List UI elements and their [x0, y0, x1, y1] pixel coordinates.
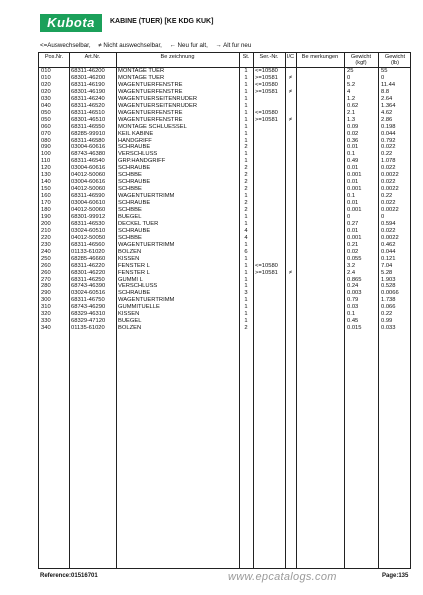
cell-weight-lb: 0.198 [381, 123, 396, 130]
cell-weight-kgf: 2.4 [347, 269, 356, 276]
cell-pos: 230 [41, 241, 51, 248]
cell-part-number: 68311-46750 [71, 297, 105, 304]
cell-weight-lb: 0.0022 [381, 207, 399, 213]
cell-quantity: 2 [244, 179, 248, 186]
cell-pos: 310 [41, 304, 51, 311]
cell-pos: 290 [41, 290, 51, 297]
cell-part-number: 03024-60510 [71, 227, 106, 234]
cell-part-number: 68301-46220 [71, 269, 106, 276]
cell-pos: 120 [41, 165, 51, 172]
cell-quantity: 1 [244, 74, 248, 81]
table-row [39, 318, 410, 325]
cell-quantity: 2 [244, 144, 248, 151]
header-remarks: Be merkungen [301, 54, 339, 60]
cell-weight-kgf: 0.1 [347, 193, 356, 200]
cell-weight-lb: 8.8 [381, 88, 390, 95]
cell-quantity: 2 [244, 165, 248, 172]
cell-pos: 160 [41, 193, 51, 200]
cell-weight-kgf: 0.27 [347, 220, 359, 227]
cell-description: WAGENTUERTRIMM [118, 241, 175, 248]
cell-description: SCHRAUBE [118, 200, 151, 207]
cell-weight-lb: 0.066 [381, 304, 396, 311]
cell-pos: 090 [41, 144, 51, 151]
legend-not-interchangeable: ≠ Nicht auswechselbar, [98, 42, 162, 49]
cell-serial: >=10581 [255, 74, 278, 81]
cell-quantity: 1 [244, 109, 248, 116]
cell-ic: ≠ [288, 88, 293, 95]
cell-description: MONTAGE TUER [118, 74, 165, 81]
cell-pos: 300 [41, 297, 51, 304]
table-row [39, 138, 410, 145]
cell-description: WAGENTUERFENSTRE [118, 109, 183, 116]
cell-part-number: 68311-46530 [71, 220, 105, 227]
cell-pos: 200 [41, 220, 51, 227]
cell-weight-kgf: 0.001 [347, 172, 362, 179]
cell-weight-kgf: 5.2 [347, 81, 356, 88]
cell-weight-kgf: 0.001 [347, 186, 362, 193]
table-row [39, 277, 410, 284]
cell-description: SCHRAUBE [118, 179, 151, 186]
cell-part-number: 68311-46190 [71, 81, 105, 88]
table-row [39, 249, 410, 256]
cell-description: DECKEL TUER [118, 220, 159, 227]
cell-pos: 270 [41, 276, 51, 283]
cell-ic: ≠ [288, 269, 293, 276]
cell-part-number: 68311-46200 [71, 68, 105, 74]
cell-pos: 110 [41, 158, 51, 165]
table-row [39, 103, 410, 110]
cell-part-number: 68311-46510 [71, 109, 105, 116]
cell-description: FENSTER L [118, 262, 150, 269]
cell-weight-lb: 0.022 [381, 165, 396, 172]
cell-description: MONTAGE TUER [118, 68, 165, 74]
cell-weight-kgf: 0.21 [347, 241, 359, 248]
cell-weight-lb: 0.528 [381, 283, 396, 290]
cell-weight-kgf: 25 [347, 68, 354, 74]
cell-pos: 210 [41, 227, 51, 234]
cell-pos: 020 [41, 81, 51, 88]
cell-quantity: 1 [244, 269, 248, 276]
cell-description: SCHRAUBE [118, 144, 151, 151]
cell-description: VERSCHLUSS [118, 283, 158, 290]
cell-quantity: 1 [244, 311, 248, 318]
cell-part-number: 04012-50060 [71, 207, 106, 213]
cell-description: BOLZEN [118, 248, 142, 255]
cell-part-number: 03004-60616 [71, 179, 106, 186]
cell-description: WAGENTUERFENSTRE [118, 88, 183, 95]
cell-pos: 130 [41, 172, 51, 179]
cell-pos: 240 [41, 248, 51, 255]
cell-quantity: 1 [244, 130, 248, 137]
table-row [39, 131, 410, 138]
cell-serial: >=10581 [255, 116, 278, 123]
cell-weight-kgf: 0.001 [347, 234, 362, 241]
cell-quantity: 1 [244, 220, 248, 227]
cell-quantity: 4 [244, 227, 248, 234]
cell-description: SCHBBE [118, 172, 142, 179]
cell-pos: 030 [41, 95, 51, 102]
cell-description: GUMMI L [118, 276, 143, 283]
cell-quantity: 1 [244, 68, 248, 74]
table-row [39, 228, 410, 235]
cell-pos: 150 [41, 186, 51, 193]
cell-weight-kgf: 0 [347, 74, 351, 81]
cell-pos: 220 [41, 234, 51, 241]
table-row [39, 193, 410, 200]
cell-weight-lb: 0.044 [381, 248, 396, 255]
header-ic: I/C [286, 54, 295, 60]
cell-part-number: 68311-46220 [71, 262, 105, 269]
cell-pos: 010 [41, 74, 51, 81]
cell-weight-kgf: 0.003 [347, 290, 362, 297]
cell-weight-lb: 0.0066 [381, 290, 399, 297]
legend [40, 42, 257, 49]
cell-pos: 070 [41, 130, 51, 137]
cell-part-number: 01135-61020 [71, 325, 105, 332]
table-row [39, 297, 410, 304]
cell-weight-kgf: 0.45 [347, 318, 359, 325]
cell-quantity: 1 [244, 151, 248, 158]
cell-weight-lb: 1.903 [381, 276, 396, 283]
cell-weight-kgf: 0.015 [347, 325, 362, 332]
cell-weight-kgf: 0.79 [347, 297, 359, 304]
cell-weight-kgf: 2.1 [347, 109, 356, 116]
header-description: Be zeichnung [160, 54, 195, 60]
cell-ic: ≠ [288, 74, 293, 81]
cell-weight-lb: 7.04 [381, 262, 393, 269]
header-weight-lb: Gewicht (lb) [384, 54, 406, 66]
cell-part-number: 68301-46510 [71, 116, 106, 123]
cell-description: SCHBBE [118, 234, 142, 241]
table-row [39, 68, 410, 75]
table-row [39, 221, 410, 228]
cell-weight-kgf: 0.49 [347, 158, 359, 165]
cell-weight-kgf: 3.2 [347, 262, 356, 269]
cell-description: WAGENTUERFENSTRE [118, 81, 183, 88]
cell-description: MONTAGE SCHLUESSEL [118, 123, 187, 130]
cell-quantity: 2 [244, 207, 248, 213]
cell-weight-kgf: 0.1 [347, 311, 356, 318]
cell-pos: 060 [41, 123, 51, 130]
cell-weight-kgf: 0.03 [347, 304, 359, 311]
cell-description: VERSCHLUSS [118, 151, 158, 158]
cell-part-number: 68301-46190 [71, 88, 106, 95]
cell-description: KEIL KABINE [118, 130, 154, 137]
cell-part-number: 68301-99912 [71, 213, 106, 220]
cell-weight-lb: 0.22 [381, 151, 393, 158]
cell-part-number: 68311-46590 [71, 193, 105, 200]
cell-pos: 340 [41, 325, 51, 332]
table-row [39, 151, 410, 158]
cell-part-number: 01133-61020 [71, 248, 105, 255]
cell-weight-kgf: 0.24 [347, 283, 359, 290]
cell-pos: 140 [41, 179, 51, 186]
cell-weight-lb: 2.86 [381, 116, 393, 123]
cell-quantity: 1 [244, 158, 248, 165]
cell-weight-kgf: 0.62 [347, 102, 359, 109]
cell-quantity: 2 [244, 172, 248, 179]
cell-part-number: 68311-46560 [71, 241, 105, 248]
cell-description: HANDGRIFF [118, 137, 152, 144]
cell-quantity: 1 [244, 102, 248, 109]
cell-serial: <=10580 [255, 262, 278, 269]
cell-weight-lb: 1.738 [381, 297, 396, 304]
cell-description: GRP.HANDGRIFF [118, 158, 166, 165]
cell-weight-kgf: 0.36 [347, 137, 359, 144]
legend-interchangeable: <=Auswechselbar, [40, 42, 91, 49]
cell-pos: 050 [41, 109, 51, 116]
cell-part-number: 68329-46310 [71, 311, 106, 318]
cell-description: BOLZEN [118, 325, 142, 332]
cell-description: BUEGEL [118, 213, 142, 220]
cell-serial: >=10581 [255, 269, 278, 276]
table-row [39, 82, 410, 89]
cell-quantity: 1 [244, 213, 248, 220]
table-row [39, 214, 410, 221]
table-row [39, 144, 410, 151]
cell-part-number: 68311-46250 [71, 276, 105, 283]
cell-description: KISSEN [118, 255, 140, 262]
cell-weight-lb: 0.0022 [381, 186, 399, 193]
legend-old-for-new: → Alt fur neu [215, 42, 252, 49]
cell-part-number: 68743-46380 [71, 151, 106, 158]
cell-weight-lb: 0.22 [381, 193, 393, 200]
kubota-logo: Kubota [40, 14, 102, 32]
cell-pos: 330 [41, 318, 51, 325]
cell-weight-kgf: 0.09 [347, 123, 359, 130]
cell-quantity: 1 [244, 297, 248, 304]
cell-pos: 100 [41, 151, 51, 158]
cell-pos: 180 [41, 207, 51, 213]
cell-part-number: 68285-46660 [71, 255, 106, 262]
cell-part-number: 68743-46290 [71, 304, 106, 311]
cell-pos: 080 [41, 137, 51, 144]
header-weight-kgf: Gewicht (kgf) [350, 54, 372, 66]
cell-quantity: 2 [244, 200, 248, 207]
cell-quantity: 6 [244, 248, 248, 255]
cell-weight-lb: 0.033 [381, 325, 396, 332]
cell-part-number: 03024-60516 [71, 290, 106, 297]
cell-description: WAGENTUERSEITENRUDER [118, 102, 198, 109]
cell-description: WAGENTUERSEITENRUDER [118, 95, 198, 102]
page-title: KABINE (TUER) [KE KDG KUK] [110, 18, 214, 25]
cell-serial: <=10580 [255, 68, 278, 74]
cell-weight-lb: 11.44 [381, 81, 396, 88]
table-row [39, 311, 410, 318]
table-row [39, 179, 410, 186]
cell-pos: 260 [41, 262, 51, 269]
watermark: www.epcatalogs.com [228, 571, 337, 583]
cell-part-number: 68329-47120 [71, 318, 106, 325]
table-row [39, 172, 410, 179]
table-row [39, 89, 410, 96]
cell-weight-lb: 0.022 [381, 144, 396, 151]
cell-description: WAGENTUERFENSTRE [118, 116, 183, 123]
cell-pos: 050 [41, 116, 51, 123]
cell-pos: 320 [41, 311, 51, 318]
cell-part-number: 03004-60610 [71, 200, 106, 207]
table-row [39, 283, 410, 290]
cell-weight-lb: 0.022 [381, 179, 396, 186]
table-row [39, 186, 410, 193]
cell-weight-lb: 0.594 [381, 220, 396, 227]
cell-quantity: 1 [244, 283, 248, 290]
cell-description: WAGENTUERTRIMM [118, 297, 175, 304]
cell-quantity: 2 [244, 186, 248, 193]
table-row [39, 290, 410, 297]
cell-part-number: 68311-46520 [71, 102, 105, 109]
cell-weight-kgf: 0.01 [347, 165, 359, 172]
cell-weight-kgf: 0.02 [347, 130, 359, 137]
cell-part-number: 68311-46540 [71, 158, 105, 165]
cell-pos: 190 [41, 213, 51, 220]
cell-weight-kgf: 0 [347, 213, 351, 220]
cell-weight-lb: 0.99 [381, 318, 393, 325]
cell-weight-lb: 5.28 [381, 269, 393, 276]
cell-pos: 040 [41, 102, 51, 109]
cell-part-number: 04012-50050 [71, 234, 106, 241]
cell-quantity: 1 [244, 241, 248, 248]
cell-weight-lb: 0.792 [381, 137, 396, 144]
cell-part-number: 68311-46550 [71, 123, 105, 130]
cell-weight-kgf: 0.001 [347, 207, 362, 213]
table-row [39, 242, 410, 249]
cell-part-number: 04012-50060 [71, 172, 106, 179]
cell-weight-kgf: 0.02 [347, 248, 359, 255]
header-part-number: Art.Nr. [84, 54, 101, 60]
cell-pos: 020 [41, 88, 51, 95]
cell-weight-lb: 0.0022 [381, 234, 399, 241]
cell-description: SCHRAUBE [118, 227, 151, 234]
table-row [39, 200, 410, 207]
cell-weight-lb: 0 [381, 213, 385, 220]
cell-quantity: 1 [244, 81, 248, 88]
cell-weight-lb: 2.64 [381, 95, 393, 102]
cell-description: SCHRAUBE [118, 290, 151, 297]
cell-part-number: 03004-60616 [71, 144, 106, 151]
cell-weight-lb: 0.121 [381, 255, 396, 262]
cell-weight-lb: 0.22 [381, 311, 393, 318]
cell-description: KISSEN [118, 311, 140, 318]
cell-weight-kgf: 0.01 [347, 227, 359, 234]
cell-weight-kgf: 0.055 [347, 255, 362, 262]
cell-serial: <=10580 [255, 81, 278, 88]
cell-weight-lb: 0.0022 [381, 172, 399, 179]
cell-ic: ≠ [288, 116, 293, 123]
cell-description: SCHBBE [118, 186, 142, 193]
cell-weight-kgf: 4 [347, 88, 351, 95]
table-row [39, 75, 410, 82]
header-quantity: St. [242, 54, 250, 60]
cell-pos: 260 [41, 269, 51, 276]
table-row [39, 158, 410, 165]
cell-quantity: 1 [244, 88, 248, 95]
cell-part-number: 68743-46390 [71, 283, 106, 290]
cell-weight-lb: 0 [381, 74, 385, 81]
cell-pos: 010 [41, 68, 51, 74]
cell-quantity: 2 [244, 325, 248, 332]
cell-weight-kgf: 0.01 [347, 179, 359, 186]
cell-quantity: 1 [244, 137, 248, 144]
cell-quantity: 1 [244, 116, 248, 123]
cell-quantity: 1 [244, 255, 248, 262]
cell-weight-kgf: 0.01 [347, 144, 359, 151]
cell-quantity: 1 [244, 318, 248, 325]
cell-part-number: 68301-46200 [71, 74, 106, 81]
header-serial: Ser.-Nr. [259, 54, 279, 60]
cell-weight-lb: 0.022 [381, 227, 396, 234]
cell-weight-kgf: 0.1 [347, 151, 356, 158]
cell-part-number: 68285-99910 [71, 130, 106, 137]
cell-weight-lb: 1.364 [381, 102, 396, 109]
cell-pos: 280 [41, 283, 51, 290]
table-row [39, 207, 410, 214]
cell-quantity: 3 [244, 290, 248, 297]
cell-weight-kgf: 0.01 [347, 200, 359, 207]
cell-quantity: 1 [244, 123, 248, 130]
table-row [39, 270, 410, 277]
table-row [39, 235, 410, 242]
cell-weight-kgf: 1.2 [347, 95, 356, 102]
table-row [39, 117, 410, 124]
cell-serial: <=10580 [255, 109, 278, 116]
cell-part-number: 04012-50060 [71, 186, 106, 193]
cell-weight-lb: 4.62 [381, 109, 393, 116]
cell-quantity: 1 [244, 304, 248, 311]
table-row [39, 304, 410, 311]
table-row [39, 96, 410, 103]
reference-number: Reference:01516701 [40, 573, 98, 579]
cell-quantity: 1 [244, 262, 248, 269]
cell-pos: 250 [41, 255, 51, 262]
table-header [39, 53, 410, 68]
table-row [39, 325, 410, 332]
cell-description: SCHBBE [118, 207, 142, 213]
cell-weight-lb: 0.044 [381, 130, 396, 137]
table-row [39, 165, 410, 172]
cell-weight-kgf: 1.3 [347, 116, 356, 123]
page-number: Page:135 [382, 573, 409, 579]
cell-description: BUEGEL [118, 318, 142, 325]
cell-weight-lb: 55 [381, 68, 388, 74]
table-row [39, 124, 410, 131]
cell-part-number: 03004-60616 [71, 165, 106, 172]
cell-description: FENSTER L [118, 269, 150, 276]
cell-pos: 170 [41, 200, 51, 207]
table-row [39, 110, 410, 117]
cell-description: SCHRAUBE [118, 165, 151, 172]
cell-weight-lb: 0.462 [381, 241, 396, 248]
cell-part-number: 68311-46240 [71, 95, 105, 102]
cell-description: GUMMITUELLE [118, 304, 160, 311]
cell-description: WAGENTUERTRIMM [118, 193, 175, 200]
parts-table [38, 52, 411, 569]
cell-part-number: 68311-46580 [71, 137, 105, 144]
cell-weight-lb: 0.022 [381, 200, 396, 207]
table-row [39, 263, 410, 270]
cell-quantity: 1 [244, 193, 248, 200]
table-row [39, 256, 410, 263]
cell-weight-lb: 1.078 [381, 158, 396, 165]
cell-quantity: 1 [244, 276, 248, 283]
header-pos: Pos.Nr. [44, 54, 64, 60]
cell-weight-kgf: 0.865 [347, 276, 362, 283]
cell-quantity: 4 [244, 234, 248, 241]
cell-serial: >=10581 [255, 88, 278, 95]
legend-new-for-old: ← Neu fur alt, [169, 42, 208, 49]
cell-quantity: 1 [244, 95, 248, 102]
